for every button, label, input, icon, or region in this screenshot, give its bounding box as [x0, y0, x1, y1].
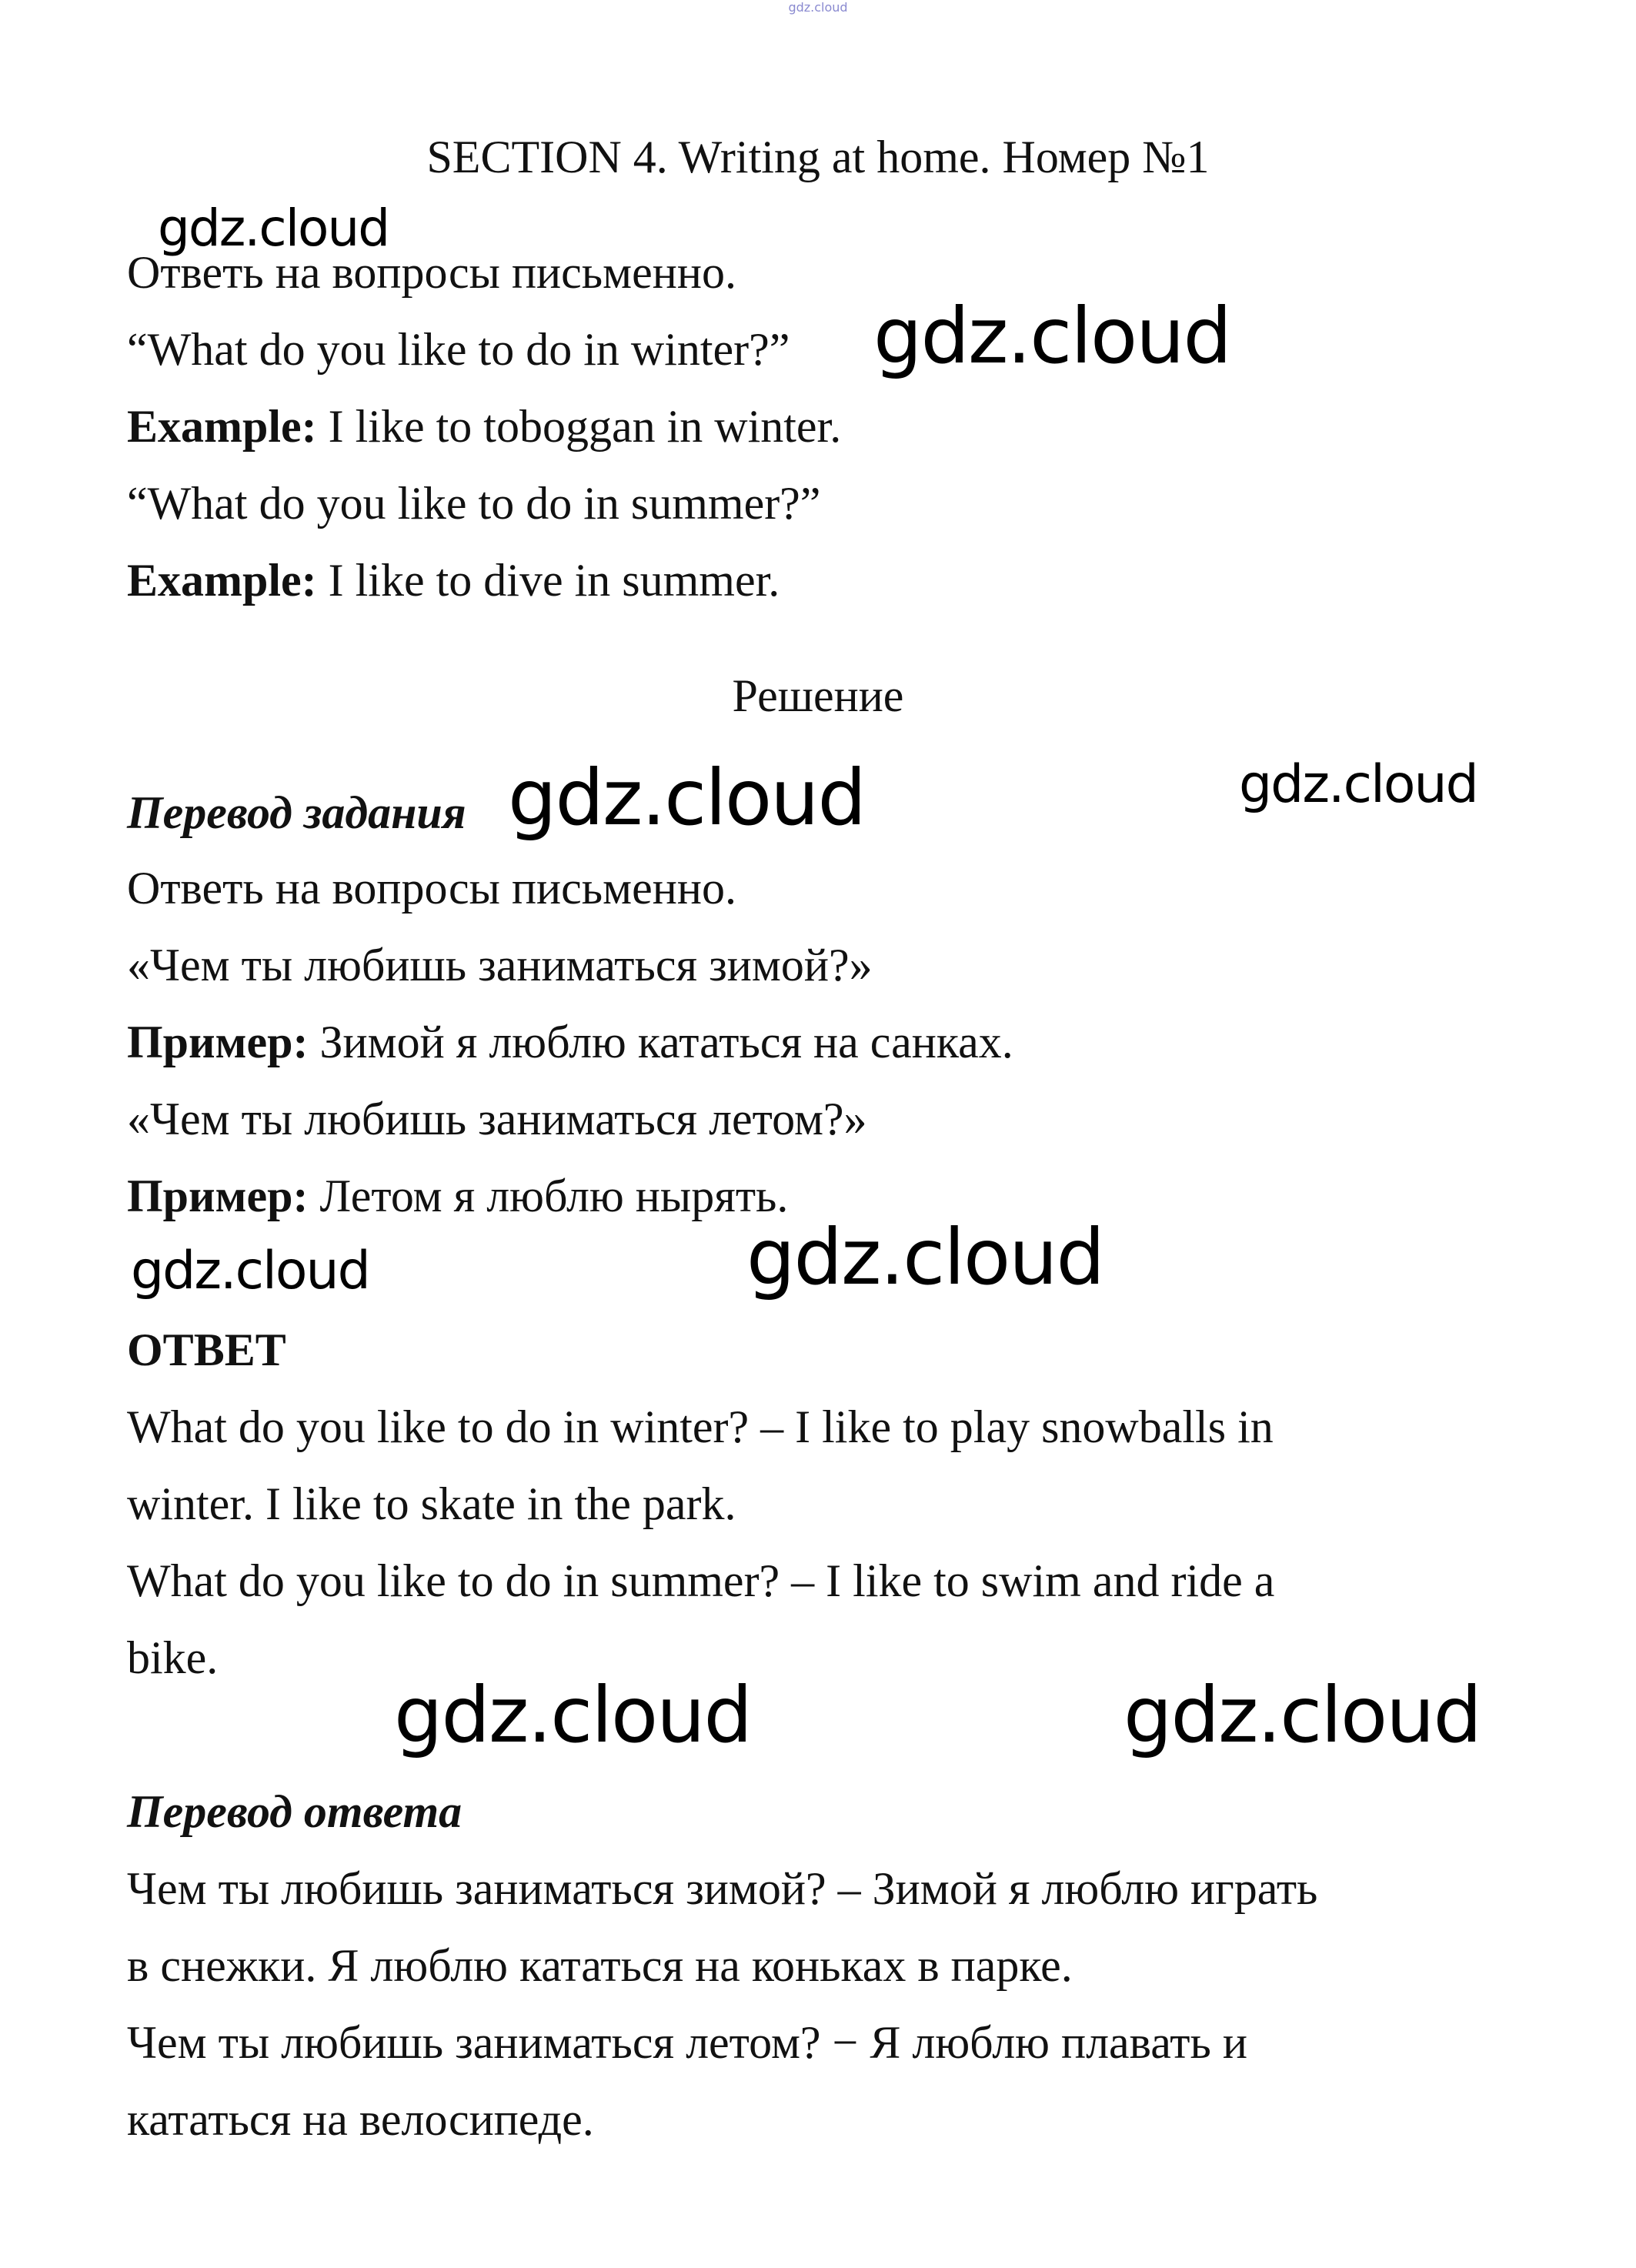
example-text: Зимой я люблю кататься на санках. — [308, 1017, 1013, 1067]
example-text: Летом я люблю нырять. — [308, 1171, 789, 1221]
answer-translation-heading: Перевод ответа — [127, 1786, 462, 1837]
translation-example-winter — [127, 1014, 1013, 1070]
watermark: gdz.cloud — [873, 291, 1231, 381]
watermark: gdz.cloud — [1123, 1670, 1481, 1760]
watermark: gdz.cloud — [158, 199, 389, 258]
answer-line: winter. I like to skate in the park. — [127, 1478, 736, 1529]
watermark: gdz.cloud — [131, 1241, 369, 1301]
answer-line: What do you like to do in winter? – I like to play snowballs in — [127, 1401, 1274, 1452]
watermark: gdz.cloud — [1239, 754, 1477, 815]
task-example-summer — [127, 553, 780, 608]
watermark: gdz.cloud — [394, 1670, 752, 1760]
example-label: Example: — [127, 555, 317, 606]
page-title: SECTION 4. Writing at home. Номер №1 — [426, 132, 1210, 182]
watermark: gdz.cloud — [746, 1212, 1104, 1302]
answer-line: bike. — [127, 1632, 219, 1683]
task-instruction: Ответь на вопросы письменно. — [127, 247, 736, 298]
answer-translation-line: Чем ты любишь заниматься летом? − Я люблю плавать и — [127, 2017, 1247, 2068]
watermark: gdz.cloud — [508, 753, 866, 843]
translation-question-winter: «Чем ты любишь заниматься зимой?» — [127, 940, 873, 990]
task-example-winter — [127, 399, 841, 454]
translation-heading: Перевод задания — [127, 787, 466, 838]
example-text: I like to toboggan in winter. — [316, 401, 842, 452]
answer-line: What do you like to do in summer? – I like to swim and ride a — [127, 1555, 1275, 1606]
task-question-summer: “What do you like to do in summer?” — [127, 478, 821, 529]
solution-heading: Решение — [732, 670, 904, 721]
translation-example-summer — [127, 1168, 788, 1224]
answer-heading: ОТВЕТ — [127, 1324, 286, 1375]
header-watermark: gdz.cloud — [788, 0, 848, 15]
example-text: I like to dive in summer. — [316, 555, 780, 606]
translation-instruction: Ответь на вопросы письменно. — [127, 863, 736, 914]
answer-translation-line: Чем ты любишь заниматься зимой? – Зимой я люблю играть — [127, 1863, 1318, 1914]
example-label: Пример: — [127, 1017, 309, 1067]
answer-translation-line: в снежки. Я люблю кататься на коньках в парке. — [127, 1940, 1073, 1991]
example-label: Пример: — [127, 1171, 309, 1221]
answer-translation-line: кататься на велосипеде. — [127, 2094, 594, 2145]
translation-question-summer: «Чем ты любишь заниматься летом?» — [127, 1094, 867, 1144]
example-label: Example: — [127, 401, 317, 452]
task-question-winter: “What do you like to do in winter?” — [127, 324, 790, 375]
